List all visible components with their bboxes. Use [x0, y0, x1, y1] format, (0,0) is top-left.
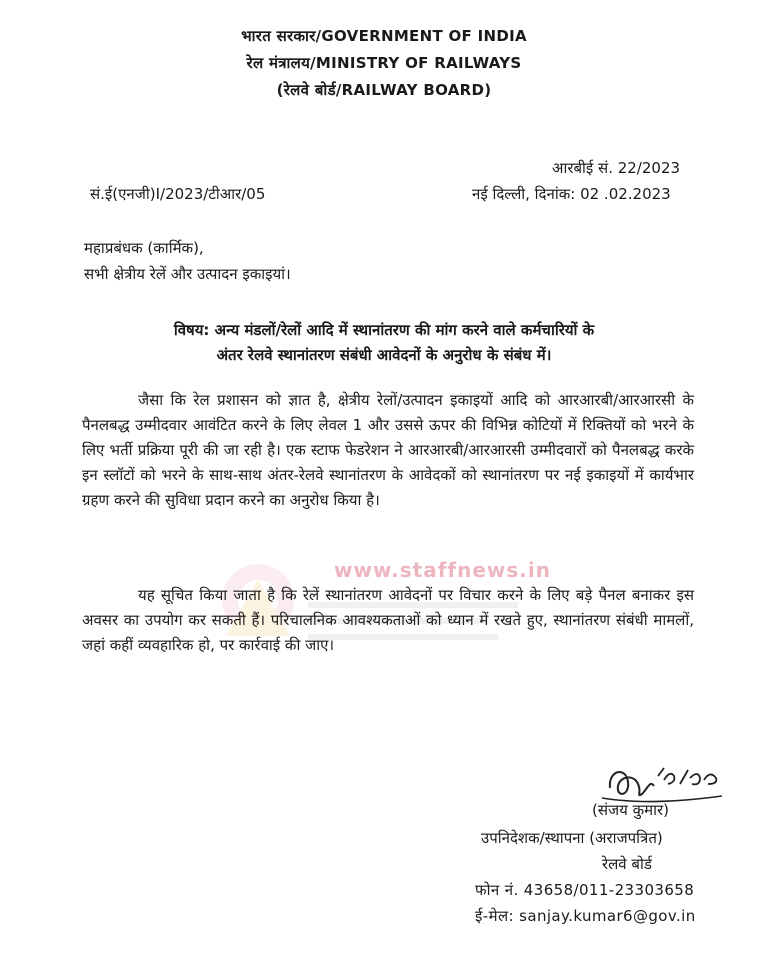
signatory-phone: फोन नं. 43658/011-23303658	[475, 881, 695, 899]
subject-line-2: अंतर रेलवे स्थानांतरण संबंधी आवेदनों के अनुरोध के संबंध में।	[216, 346, 552, 364]
rbe-number: आरबीई सं. 22/2023	[552, 159, 681, 177]
addressee-line-1: महाप्रबंधक (कार्मिक),	[84, 239, 204, 257]
subject-line-1: विषय: अन्य मंडलों/रेलों आदि में स्थानांतरण की मांग करने वाले कर्मचारियों के	[173, 321, 595, 339]
file-number: सं.ई(एनजी)I/2023/टीआर/05	[90, 185, 266, 203]
body-paragraph-1: जैसा कि रेल प्रशासन को ज्ञात है, क्षेत्रीय रेलों/उत्पादन इकाइयों आदि को आरआरबी/आरआरसी के पैनलबद्ध उम्मीदवार आवंटित करने के लिए लेवल 1 और उससे ऊपर की विभिन्न कोटियों में रिक्तियों को भरने के लिए भर्ती प्रक्रिया पूरी की जा रही है। एक स्टाफ फेडरेशन ने आरआरबी/आरआरसी उम्मीदवारों को पैनलबद्ध करके इन स्लॉटों को भरने के साथ-साथ अंतर-रेलवे स्थानांतरण के आवेदकों को स्थानांतरण पर नई इकाइयों में कार्यभार ग्रहण करने की सुविधा प्रदान करने का अनुरोध किया है।	[82, 391, 694, 509]
body-paragraph-2: यह सूचित किया जाता है कि रेलें स्थानांतरण आवेदनों पर विचार करने के लिए बड़े पैनल बनाकर इस अवसर का उपयोग कर सकती हैं। परिचालनिक आवश्यकताओं को ध्यान में रखते हुए, स्थानांतरण संबंधी मामलों, जहां कहीं व्यवहारिक हो, पर कार्रवाई की जाए।	[82, 586, 694, 654]
header-government: भारत सरकार/GOVERNMENT OF INDIA	[241, 27, 527, 45]
signatory-designation: उपनिदेशक/स्थापना (अराजपत्रित)	[481, 829, 663, 847]
header-ministry: रेल मंत्रालय/MINISTRY OF RAILWAYS	[246, 54, 522, 72]
place-date: नई दिल्ली, दिनांक: 02 .02.2023	[472, 185, 671, 203]
signatory-organization: रेलवे बोर्ड	[602, 855, 652, 873]
signatory-email: ई-मेल: sanjay.kumar6@gov.in	[475, 907, 696, 925]
header-board: (रेलवे बोर्ड/RAILWAY BOARD)	[276, 81, 492, 99]
signatory-name: (संजय कुमार)	[592, 801, 669, 819]
watermark-text: www.staffnews.in	[334, 558, 551, 582]
addressee-line-2: सभी क्षेत्रीय रेलें और उत्पादन इकाइयां।	[84, 265, 291, 283]
